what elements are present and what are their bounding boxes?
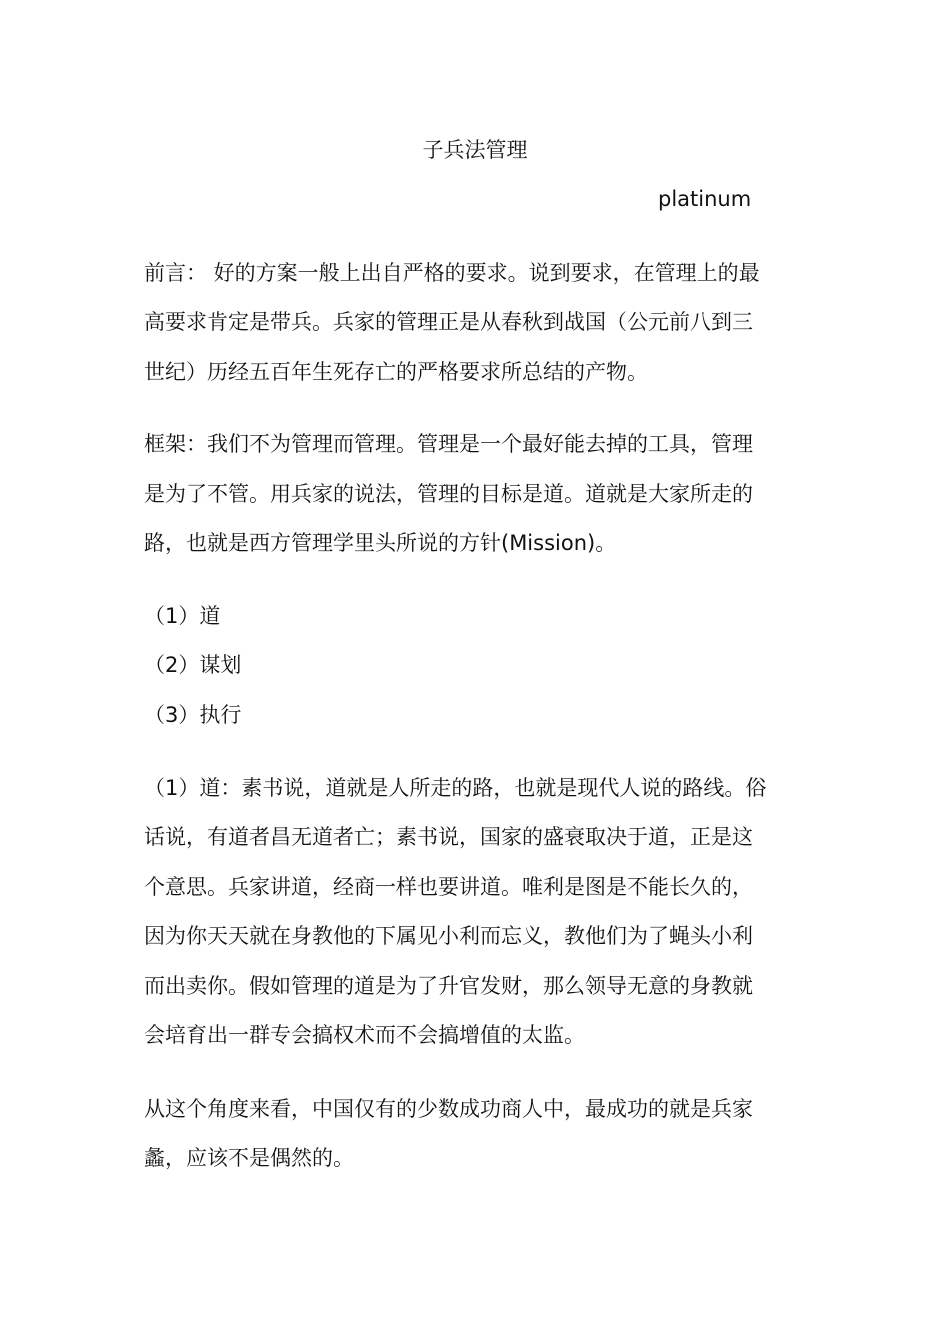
list-item-execution: （3）执行 <box>144 703 242 727</box>
document-title: 子兵法管理 <box>422 138 528 162</box>
dao-line-2: 话说，有道者昌无道者亡；素书说，国家的盛衰取决于道，正是这 <box>144 825 753 849</box>
framework-line-2: 是为了不管。用兵家的说法，管理的目标是道。道就是大家所走的 <box>144 482 753 506</box>
dao-line-4: 因为你天天就在身教他的下属见小利而忘义，教他们为了蝇头小利 <box>144 924 753 948</box>
conclusion-line-1: 从这个角度来看，中国仅有的少数成功商人中，最成功的就是兵家 <box>144 1097 753 1121</box>
conclusion-line-2: 蠡，应该不是偶然的。 <box>144 1146 354 1170</box>
framework-line-3: 路，也就是西方管理学里头所说的方针(Mission)。 <box>144 531 617 555</box>
list-item-planning: （2）谋划 <box>144 653 242 677</box>
framework-line-1: 框架：我们不为管理而管理。管理是一个最好能去掉的工具，管理 <box>144 432 753 456</box>
preface-line-1: 前言： 好的方案一般上出自严格的要求。说到要求，在管理上的最 <box>144 261 760 285</box>
dao-line-6: 会培育出一群专会搞权术而不会搞增值的太监。 <box>144 1023 585 1047</box>
preface-line-2: 高要求肯定是带兵。兵家的管理正是从春秋到战国（公元前八到三 <box>144 310 753 334</box>
dao-line-5: 而出卖你。假如管理的道是为了升官发财，那么领导无意的身教就 <box>144 974 753 998</box>
dao-line-3: 个意思。兵家讲道，经商一样也要讲道。唯利是图是不能长久的， <box>144 875 753 899</box>
dao-line-1: （1）道：素书说，道就是人所走的路，也就是现代人说的路线。俗 <box>144 776 767 800</box>
preface-line-3: 世纪）历经五百年生死存亡的严格要求所总结的产物。 <box>144 360 648 384</box>
document-author: platinum <box>658 187 752 211</box>
list-item-dao: （1）道 <box>144 604 221 628</box>
